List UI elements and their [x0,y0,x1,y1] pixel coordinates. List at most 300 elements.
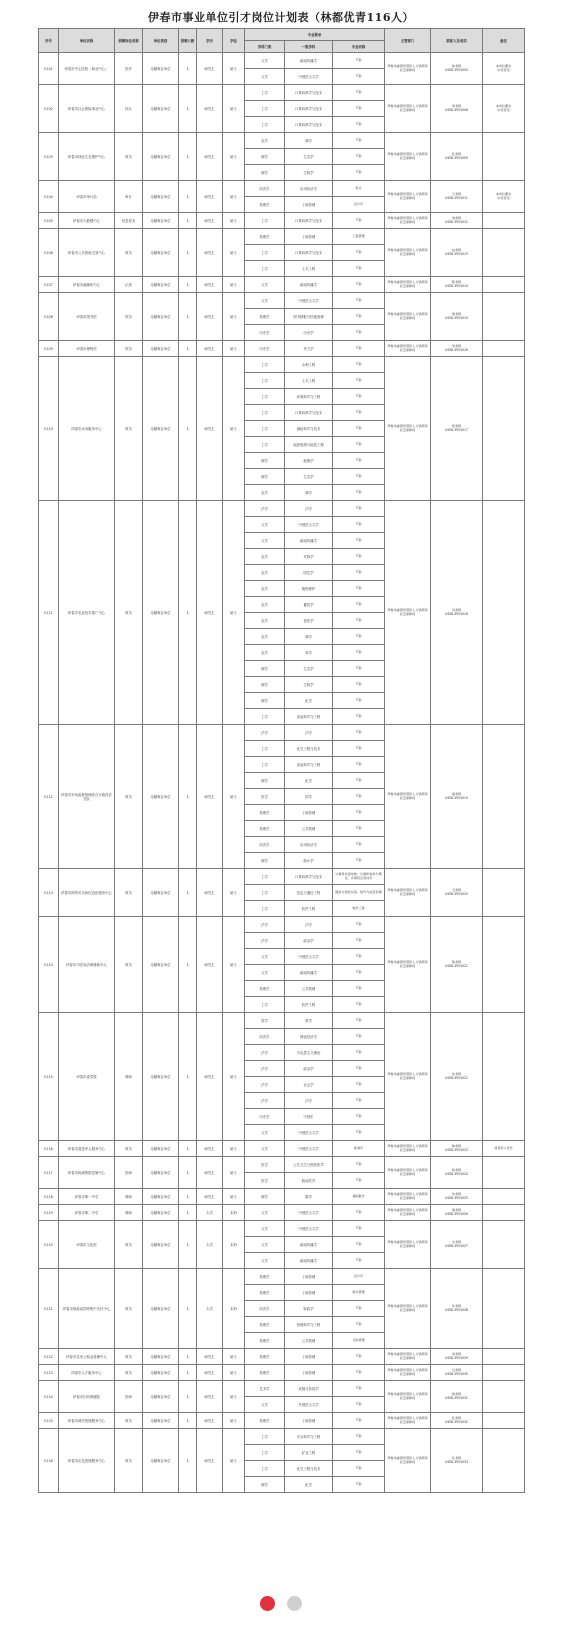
header-unit-type: 单位类别 [143,29,179,53]
cell-level1: 政治学 [285,1061,333,1077]
cell-major-name: 不限 [333,357,385,373]
cell-major-name: 通信与信息系统、信号与信息处理 [333,885,385,901]
cell-level1: 草学 [285,645,333,661]
cell-major-cat: 理学 [245,853,285,869]
cell-remarks [483,1157,525,1189]
cell-major-name: 不限 [333,469,385,485]
cell-level1: 新闻传播学 [285,1253,333,1269]
cell-quota: 1 [179,725,197,869]
cell-level1: 公共管理 [285,1333,333,1349]
cell-education: 研究生 [197,1013,223,1141]
table-row [39,1189,525,1205]
cell-remarks [483,357,525,501]
table-row [39,1413,525,1429]
cell-major-cat: 法学 [245,1077,285,1093]
cell-dept: 伊春市委组织部和人力资源和社会保障局 [385,1013,431,1141]
cell-education: 研究生 [197,917,223,1013]
cell-major-cat: 文学 [245,1141,285,1157]
cell-remarks: 本岗位要求 中共党员 [483,181,525,213]
cell-seq: E120 [39,1221,59,1269]
cell-dept: 伊春市委组织部和人力资源和社会保障局 [385,725,431,869]
cell-dept: 伊春市委组织部和人力资源和社会保障局 [385,277,431,293]
cell-education: 大学 [197,1205,223,1221]
cell-major-cat: 文学 [245,1253,285,1269]
cell-major-name: 不限 [333,1077,385,1093]
cell-major-name: 不限 [333,917,385,933]
cell-major-name: 不限 [333,853,385,869]
cell-dept: 伊春市委组织部和人力资源和社会保障局 [385,917,431,1013]
cell-seq: E106 [39,229,59,277]
cell-major-name: 不限 [333,837,385,853]
cell-major-cat: 管理学 [245,981,285,997]
cell-dept: 伊春市委组织部和人力资源和社会保障局 [385,85,431,133]
cell-major-name: 不限 [333,373,385,389]
cell-education: 研究生 [197,293,223,341]
cell-education: 研究生 [197,1429,223,1493]
cell-level1: 信息与通信工程 [285,885,333,901]
cell-major-cat: 法学 [245,501,285,517]
cell-level1: 图书情报与档案管理 [285,309,333,325]
cell-unit-type: 全额事业单位 [143,53,179,85]
cell-unit: 伊春市中心医院（林业中心） [59,53,115,85]
cell-major-cat: 工学 [245,885,285,901]
cell-level1: 中国语言文学 [285,1141,333,1157]
cell-level1: 计算机科学与技术 [285,245,333,261]
table-row [39,357,525,373]
cell-major-cat: 农学 [245,565,285,581]
cell-major-name: 不限 [333,261,385,277]
cell-remarks [483,229,525,277]
cell-major-name: 计算机系统结构、计算机软件与理论、计算机应用技术 [333,869,385,885]
cell-major-cat: 农学 [245,485,285,501]
cell-contact: 卫老师 0458-3915020 [431,869,483,917]
cell-level1: 历史学 [285,325,333,341]
table-row [39,181,525,197]
cell-major-cat: 工学 [245,741,285,757]
cell-level1: 法学 [285,1093,333,1109]
table-row [39,1429,525,1445]
cell-education: 研究生 [197,1365,223,1381]
cell-education: 研究生 [197,725,223,869]
cell-seq: E101 [39,53,59,85]
cell-level1: 化学工程与技术 [285,1461,333,1477]
cell-major-name: 不限 [333,389,385,405]
cell-major-name: 不限 [333,1061,385,1077]
cell-contact: 何老师 0458-3915029 [431,1349,483,1365]
cell-major-cat: 工学 [245,261,285,277]
cell-major-name: 不限 [333,1173,385,1189]
cell-level1: 法学 [285,917,333,933]
cell-major-name: 不限 [333,101,385,117]
cell-contact: 张老师 0458-3915032 [431,1413,483,1429]
cell-contact: 沈老师 0458-3915022 [431,1013,483,1141]
cell-position: 科员 [115,917,143,1013]
cell-degree: 硕士 [223,869,245,917]
cell-quota: 1 [179,869,197,917]
cell-level1: 计算机科学与技术 [285,117,333,133]
cell-level1: 外国语言文学 [285,1397,333,1413]
cell-unit: 伊春市水务服务中心 [59,357,115,501]
cell-level1: 工商管理 [285,1285,333,1301]
table-row [39,133,525,149]
cell-major-cat: 历史学 [245,1109,285,1125]
cell-major-name: 基础数学 [333,1189,385,1205]
cell-major-name: 不限 [333,645,385,661]
cell-major-cat: 工学 [245,389,285,405]
cell-level1: 中国语言文学 [285,69,333,85]
cell-position: 科员 [115,725,143,869]
cell-major-name: 不限 [333,1125,385,1141]
cell-quota: 1 [179,1157,197,1189]
cell-unit-type: 全额事业单位 [143,1013,179,1141]
cell-major-name: 不限 [333,1093,385,1109]
cell-major-cat: 文学 [245,949,285,965]
cell-major-cat: 经济学 [245,837,285,853]
cell-major-name: 不限 [333,1157,385,1173]
cell-level1: 法学 [285,725,333,741]
cell-level1: 作物学 [285,549,333,565]
cell-major-cat: 工学 [245,373,285,389]
cell-major-cat: 法学 [245,725,285,741]
cell-major-cat: 理学 [245,165,285,181]
cell-level1: 林学 [285,133,333,149]
cell-major-cat: 农学 [245,549,285,565]
cell-contact: 陈老师 0458-3915014 [431,277,483,293]
cell-unit: 伊春市财政局国库集中支付中心 [59,1269,115,1349]
cell-remarks [483,341,525,357]
cell-major-name: 不限 [333,949,385,965]
cell-major-name: 不限 [333,965,385,981]
cell-contact: 李老师 0458-3915006 [431,85,483,133]
cell-unit: 伊春市疾病预防控制中心 [59,1157,115,1189]
header-unit: 单位名称 [59,29,115,53]
cell-unit-type: 全额事业单位 [143,1221,179,1269]
cell-contact: 施老师 0458-3915031 [431,1381,483,1413]
cell-level1: 中国语言文学 [285,1125,333,1141]
table-row [39,293,525,309]
table-row [39,1221,525,1237]
cell-unit: 伊春市妇幼保健院 [59,1381,115,1413]
cell-major-name: 不限 [333,613,385,629]
cell-major-name: 不限 [333,1461,385,1477]
cell-remarks: 退役军人优先 [483,1141,525,1157]
cell-degree: 硕士 [223,1157,245,1189]
cell-seq: E124 [39,1381,59,1413]
cell-major-name: 不限 [333,341,385,357]
page-title: 伊春市事业单位引才岗位计划表（林都优青116人） [148,11,414,24]
cell-remarks [483,1381,525,1413]
header-contact: 联系人及电话 [431,29,483,53]
cell-level1: 计算机科学与技术 [285,85,333,101]
cell-quota: 1 [179,181,197,213]
cell-quota: 1 [179,53,197,85]
cell-remarks: 本岗位要求 中共党员 [483,85,525,133]
cell-major-name: 不限 [333,1349,385,1365]
cell-major-name: 不限 [333,1301,385,1317]
cell-major-name: 不限 [333,1045,385,1061]
cell-major-cat: 工学 [245,357,285,373]
cell-major-name: 不限 [333,933,385,949]
cell-degree: 硕士 [223,725,245,869]
cell-level1: 林学 [285,629,333,645]
cell-level1: 环境科学与工程 [285,389,333,405]
cell-level1: 畜牧学 [285,597,333,613]
cell-quota: 1 [179,1381,197,1413]
cell-major-cat: 理学 [245,677,285,693]
cell-major-name: 财务管理 [333,1285,385,1301]
cell-degree: 本科 [223,1205,245,1221]
cell-education: 大学 [197,1269,223,1349]
cell-seq: E109 [39,341,59,357]
cell-seq: E126 [39,1429,59,1493]
cell-unit: 伊春市司法局法律援助中心 [59,917,115,1013]
cell-major-name: 工程管理 [333,229,385,245]
cell-major-cat: 农学 [245,629,285,645]
cell-major-name: 新闻学 [333,1141,385,1157]
cell-education: 研究生 [197,133,223,181]
cell-major-cat: 管理学 [245,805,285,821]
cell-level1: 计算机科学与技术 [285,213,333,229]
cell-remarks: 本岗位要求 中共党员 [483,53,525,85]
cell-degree: 硕士 [223,1365,245,1381]
cell-contact: 吴老师 0458-3915016 [431,341,483,357]
cell-dept: 伊春市委组织部和人力资源和社会保障局 [385,133,431,181]
header-degree: 学位 [223,29,245,53]
cell-seq: E116 [39,1141,59,1157]
cell-major-cat: 文学 [245,53,285,69]
cell-unit: 伊春市融媒体中心 [59,277,115,293]
cell-major-name: 不限 [333,1013,385,1029]
cell-level1: 地理学 [285,453,333,469]
cell-major-name: 不限 [333,149,385,165]
cell-major-cat: 管理学 [245,1365,285,1381]
cell-major-cat: 经济学 [245,181,285,197]
cell-major-name: 不限 [333,677,385,693]
cell-unit: 伊春市大数据中心 [59,213,115,229]
table-row [39,1269,525,1285]
cell-major-name: 不限 [333,85,385,101]
table-body [39,53,525,1493]
cell-major-cat: 哲学 [245,1013,285,1029]
cell-major-cat: 管理学 [245,309,285,325]
table-row [39,869,525,885]
cell-unit-type: 全额事业单位 [143,293,179,341]
cell-education: 研究生 [197,869,223,917]
cell-seq: E111 [39,501,59,725]
cell-seq: E117 [39,1157,59,1189]
cell-degree: 硕士 [223,1013,245,1141]
cell-major-cat: 管理学 [245,1269,285,1285]
cell-level1: 地质资源与地质工程 [285,437,333,453]
cell-major-cat: 医学 [245,789,285,805]
cell-contact: 秦老师 0458-3915026 [431,1205,483,1221]
cell-position: 信息技术 [115,213,143,229]
cell-unit: 伊春市委党校 [59,1013,115,1141]
cell-level1: 理论经济学 [285,1029,333,1045]
cell-major-name: 不限 [333,757,385,773]
cell-major-name: 不限 [333,245,385,261]
cell-remarks [483,1269,525,1349]
cell-major-cat: 管理学 [245,229,285,245]
pager-dot-1[interactable] [260,1596,275,1611]
cell-major-cat: 医学 [245,1157,285,1173]
cell-major-name: 不限 [333,1109,385,1125]
cell-major-name: 不限 [333,117,385,133]
cell-position: 经办 [115,85,143,133]
cell-position: 科员 [115,501,143,725]
cell-level1: 工商管理 [285,1413,333,1429]
cell-education: 研究生 [197,1381,223,1413]
cell-major-cat: 工学 [245,405,285,421]
cell-position: 科员 [115,1349,143,1365]
cell-dept: 伊春市委组织部和人力资源和社会保障局 [385,1413,431,1429]
cell-major-name: 不限 [333,821,385,837]
cell-position: 科员 [115,1221,143,1269]
cell-unit-type: 全额事业单位 [143,213,179,229]
cell-major-cat: 工学 [245,709,285,725]
cell-contact: 许老师 0458-3915028 [431,1269,483,1349]
cell-position: 记者 [115,277,143,293]
cell-level1: 社会学 [285,1077,333,1093]
cell-major-name: 会计学 [333,1269,385,1285]
cell-major-cat: 文学 [245,965,285,981]
pager-dot-2[interactable] [287,1596,302,1611]
cell-dept: 伊春市委组织部和人力资源和社会保障局 [385,501,431,725]
cell-major-cat: 工学 [245,245,285,261]
cell-remarks [483,1189,525,1205]
cell-major-cat: 农学 [245,645,285,661]
cell-major-cat: 工学 [245,101,285,117]
cell-major-cat: 艺术学 [245,1381,285,1397]
cell-seq: E110 [39,357,59,501]
cell-level1: 中国史 [285,1109,333,1125]
cell-major-cat: 工学 [245,437,285,453]
cell-major-cat: 工学 [245,1461,285,1477]
cell-quota: 1 [179,1189,197,1205]
cell-major-name: 不限 [333,325,385,341]
cell-major-cat: 法学 [245,1093,285,1109]
cell-remarks [483,1013,525,1141]
cell-major-name: 软件工程 [333,901,385,917]
cell-major-cat: 文学 [245,1221,285,1237]
cell-major-name: 不限 [333,1029,385,1045]
cell-seq: E108 [39,293,59,341]
cell-seq: E122 [39,1349,59,1365]
cell-remarks [483,1349,525,1365]
cell-degree: 硕士 [223,917,245,1013]
cell-major-name: 不限 [333,1365,385,1381]
cell-dept: 伊春市委组织部和人力资源和社会保障局 [385,293,431,341]
cell-major-cat: 医学 [245,1173,285,1189]
cell-major-name: 不限 [333,581,385,597]
cell-level1: 测绘科学与技术 [285,421,333,437]
cell-level1: 食品科学与工程 [285,757,333,773]
cell-major-cat: 工学 [245,117,285,133]
cell-position: 科员 [115,133,143,181]
cell-degree: 本科 [223,1269,245,1349]
table-row [39,1381,525,1397]
cell-level1: 戏剧与影视学 [285,1381,333,1397]
cell-education: 研究生 [197,1157,223,1189]
cell-contact: 朱老师 0458-3915025 [431,1189,483,1205]
header-major-name: 专业名称 [333,41,385,53]
cell-position: 教师 [115,1013,143,1141]
cell-position: 教师 [115,1205,143,1221]
cell-major-cat: 工学 [245,869,285,885]
cell-major-name: 不限 [333,309,385,325]
cell-remarks [483,1413,525,1429]
cell-major-name: 不限 [333,405,385,421]
cell-major-name: 不限 [333,1205,385,1221]
table-row [39,501,525,517]
cell-level1: 计算机科学与技术 [285,869,333,885]
cell-remarks [483,213,525,229]
table-row [39,1205,525,1221]
cell-level1: 中国语言文学 [285,949,333,965]
cell-level1: 政治学 [285,933,333,949]
cell-major-cat: 文学 [245,1125,285,1141]
cell-major-cat: 文学 [245,1397,285,1413]
cell-major-name: 不限 [333,133,385,149]
cell-quota: 1 [179,213,197,229]
cell-level1: 管理科学与工程 [285,1317,333,1333]
cell-dept: 伊春市委组织部和人力资源和社会保障局 [385,1349,431,1365]
cell-major-cat: 工学 [245,85,285,101]
cell-unit: 伊春市图书馆 [59,293,115,341]
table-row [39,917,525,933]
cell-quota: 1 [179,357,197,501]
cell-degree: 硕士 [223,357,245,501]
cell-unit-type: 全额事业单位 [143,1381,179,1413]
cell-degree: 硕士 [223,1349,245,1365]
cell-major-name: 不限 [333,501,385,517]
cell-unit: 伊春市住房公积金管理中心 [59,1349,115,1365]
cell-major-cat: 理学 [245,1189,285,1205]
cell-unit-type: 全额事业单位 [143,277,179,293]
cell-unit-type: 全额事业单位 [143,1157,179,1189]
cell-major-name: 不限 [333,789,385,805]
cell-dept: 伊春市委组织部和人力资源和社会保障局 [385,1429,431,1493]
cell-major-cat: 农学 [245,613,285,629]
cell-education: 研究生 [197,53,223,85]
table-row [39,725,525,741]
cell-level1: 软件工程 [285,997,333,1013]
cell-major-name: 审计 [333,181,385,197]
cell-major-name: 不限 [333,997,385,1013]
cell-level1: 中国语言文学 [285,293,333,309]
cell-education: 研究生 [197,213,223,229]
cell-major-name: 不限 [333,693,385,709]
cell-major-cat: 历史学 [245,341,285,357]
cell-major-name: 不限 [333,1397,385,1413]
cell-unit-type: 全额事业单位 [143,1141,179,1157]
cell-unit-type: 全额事业单位 [143,229,179,277]
cell-major-cat: 农学 [245,581,285,597]
cell-remarks [483,725,525,869]
cell-major-cat: 文学 [245,533,285,549]
cell-unit: 伊春市第一中学 [59,1189,115,1205]
cell-degree: 本科 [223,1221,245,1269]
cell-remarks [483,133,525,181]
cell-major-cat: 农学 [245,133,285,149]
cell-unit-type: 全额事业单位 [143,181,179,213]
cell-position: 馆员 [115,293,143,341]
cell-unit-type: 全额事业单位 [143,725,179,869]
cell-remarks [483,917,525,1013]
cell-seq: E107 [39,277,59,293]
cell-major-name: 不限 [333,437,385,453]
cell-dept: 伊春市委组织部和人力资源和社会保障局 [385,181,431,213]
